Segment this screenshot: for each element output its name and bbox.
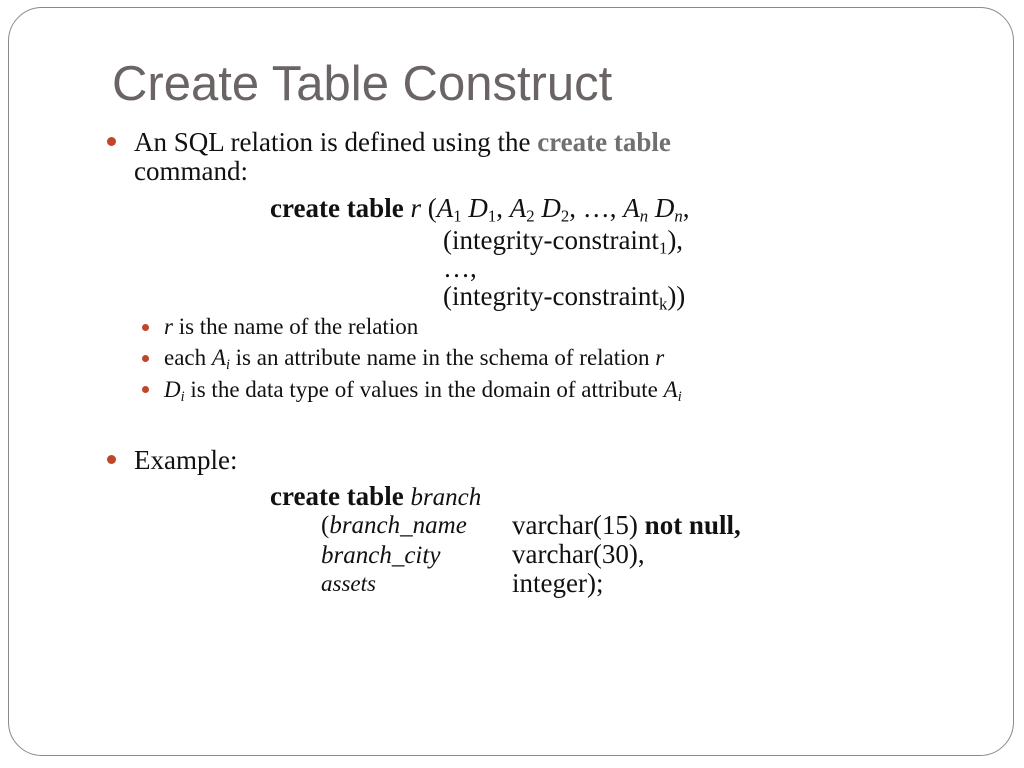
slide-title: Create Table Construct	[112, 57, 613, 111]
syntax-line-2: (integrity-constraint$_1$),	[443, 225, 684, 258]
example-keyword: create table	[270, 481, 404, 511]
example-row-2-type: varchar(30),	[512, 539, 645, 569]
sub-bullet-2: each $A_i$ is an attribute name in the schema of relation r	[164, 345, 665, 373]
bullet-dot	[107, 137, 116, 146]
example-line-1	[270, 481, 481, 512]
sub-bullet-dot	[142, 324, 149, 331]
sub-bullet-dot	[142, 355, 149, 362]
sub-bullet-1: r is the name of the relation	[164, 314, 419, 339]
example-row-3-name: assets	[321, 571, 376, 596]
sub-bullet-3: $D_i$ is the data type of values in the domain of attribute $A_i$	[164, 377, 682, 405]
bullet-1-keyword: create table	[537, 127, 671, 157]
bullet-1-line-1	[134, 127, 671, 158]
example-row-1-type: varchar(15) not null,	[512, 510, 741, 540]
example-table-name: branch	[410, 484, 482, 511]
bullet-1-line-2: command:	[134, 156, 248, 186]
syntax-line-1: create table r ($A_1$ $D_1$, $A_2$ $D_2$, …, $A_n$ $D_n$,	[270, 193, 690, 226]
example-row-3-type: integer);	[512, 568, 604, 598]
syntax-keyword: create table	[270, 193, 404, 223]
example-row-2-name: branch_city	[321, 542, 441, 569]
example-row-1-name: (branch_name	[321, 512, 467, 539]
bullet-dot	[107, 455, 116, 464]
example-label: Example:	[134, 445, 238, 475]
syntax-line-3: …,	[443, 253, 477, 283]
syntax-line-4: (integrity-constraint$_k$))	[443, 281, 686, 314]
sub-bullet-dot	[142, 386, 149, 393]
bullet-1-text: An SQL relation is defined using the	[134, 127, 538, 157]
